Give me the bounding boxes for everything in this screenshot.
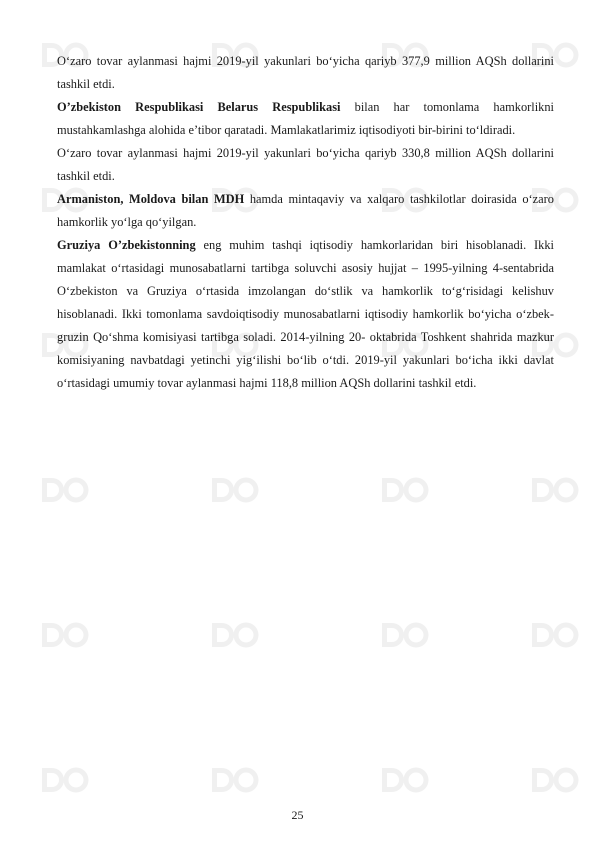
- document-logo-watermark-icon: [378, 765, 434, 795]
- paragraph-5-text: eng muhim tashqi iqtisodiy hamkorlaridan biri hisoblanadi. Ikki mamlakat o‘rtasidagi munosabatlarni tartibga soluvchi asosiy hujjat – 1995-yilning 4-sentabrida O‘zbekiston va Gruziya o‘rtasida imzolangan do‘stlik va hamkorlik to‘g‘risidagi kelishuv hisoblanadi. Ikki tomonlama savdoiqtisodiy munosabatlarni iqtisodiy hamkorlik bo‘yicha o‘zbek-gruzin Qo‘shma komisiyasi tartibga soladi. 2014-yilning 20- oktabrida Toshkent shahrida mazkur komisiyaning navbatdagi yetinchi yig‘ilishi bo‘lib o‘tdi. 2019-yil yakunlari bo‘icha ikki davlat o‘rtasidagi umumiy tovar aylanmasi hajmi 118,8 million AQSh dollarini tashkil etdi.: [57, 238, 555, 390]
- paragraph-5: [57, 234, 554, 395]
- paragraph-2: [57, 96, 554, 142]
- document-logo-watermark-icon: [378, 475, 434, 505]
- document-logo-watermark-icon: [38, 475, 94, 505]
- document-logo-watermark-icon: [208, 765, 264, 795]
- document-logo-watermark-icon: [528, 475, 584, 505]
- document-logo-watermark-icon: [378, 620, 434, 650]
- document-logo-watermark-icon: [38, 765, 94, 795]
- document-logo-watermark-icon: [528, 620, 584, 650]
- paragraph-1-text: O‘zaro tovar aylanmasi hajmi 2019-yil yakunlari bo‘yicha qariyb 377,9 million AQSh dollarini tashkil etdi.: [57, 54, 554, 91]
- paragraph-1: [57, 50, 554, 96]
- document-body: [57, 50, 554, 395]
- paragraph-2-lead: O’zbekiston Respublikasi Belarus Respublikasi: [57, 100, 341, 114]
- paragraph-4-text: hamda mintaqaviy va xalqaro tashkilotlar doirasida o‘zaro hamkorlik yo‘lga qo‘yilgan.: [57, 192, 554, 229]
- document-logo-watermark-icon: [208, 475, 264, 505]
- paragraph-3: [57, 142, 554, 188]
- paragraph-3-text: O‘zaro tovar aylanmasi hajmi 2019-yil yakunlari bo‘yicha qariyb 330,8 million AQSh dollarini tashkil etdi.: [57, 146, 554, 183]
- paragraph-5-lead: Gruziya O’zbekistonning: [57, 238, 196, 252]
- page-number: 25: [291, 808, 304, 822]
- document-logo-watermark-icon: [38, 620, 94, 650]
- paragraph-2-text: bilan har tomonlama hamkorlikni mustahkamlashga alohida e’tibor qaratadi. Mamlakatlarimiz iqtisodiyoti bir-birini to‘ldiradi.: [57, 100, 554, 137]
- document-logo-watermark-icon: [208, 620, 264, 650]
- paragraph-4-lead: Armaniston, Moldova bilan MDH: [57, 192, 245, 206]
- paragraph-4: [57, 188, 554, 234]
- document-logo-watermark-icon: [528, 765, 584, 795]
